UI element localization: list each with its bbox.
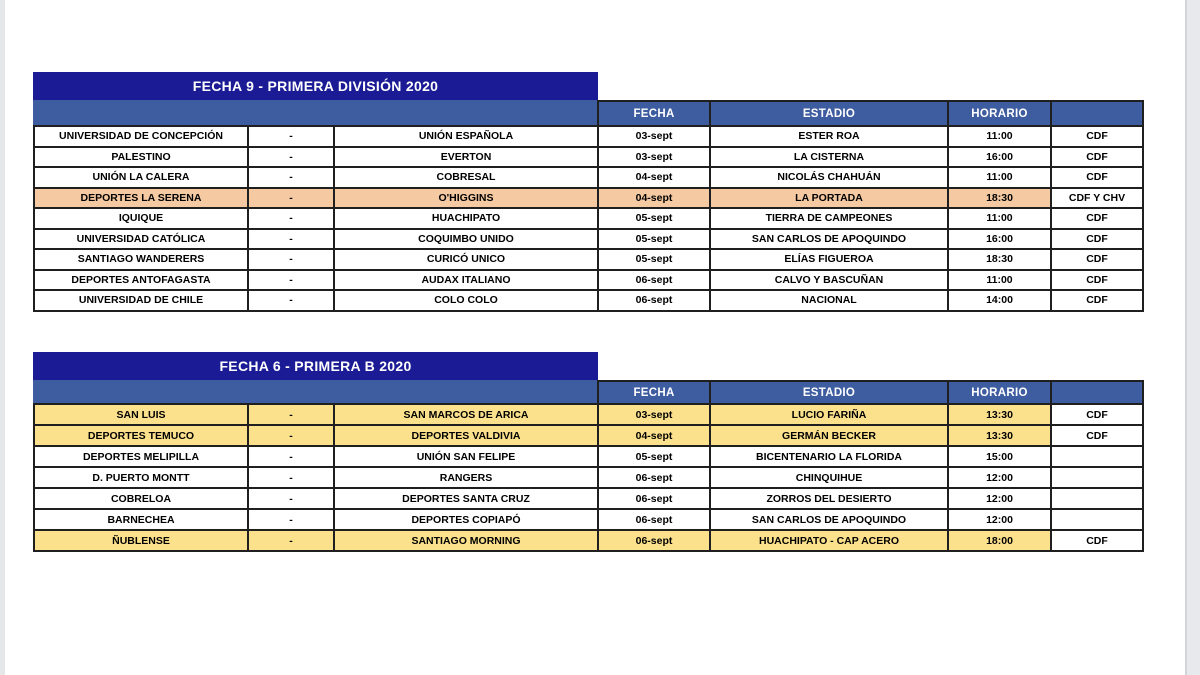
separator-cell: - — [248, 425, 334, 446]
header-band-spacer — [34, 101, 598, 126]
channel-label — [1051, 446, 1143, 467]
channel-label: CDF — [1051, 249, 1143, 270]
away-team-cell: AUDAX ITALIANO — [334, 270, 598, 291]
date-cell: 05-sept — [598, 446, 710, 467]
away-team-cell: COBRESAL — [334, 167, 598, 188]
fixture-row — [34, 467, 1143, 488]
separator-cell: - — [248, 404, 334, 425]
date-cell: 06-sept — [598, 270, 710, 291]
fixture-row — [34, 167, 1143, 188]
time-cell: 13:30 — [948, 404, 1051, 425]
time-cell: 13:30 — [948, 425, 1051, 446]
away-team-cell: RANGERS — [334, 467, 598, 488]
right-edge-strip — [1185, 0, 1200, 675]
fixture-row — [34, 509, 1143, 530]
separator-cell: - — [248, 488, 334, 509]
home-team-cell: PALESTINO — [34, 147, 248, 168]
separator-cell: - — [248, 147, 334, 168]
channel-header-spacer — [1051, 381, 1143, 404]
away-team-cell: CURICÓ UNICO — [334, 249, 598, 270]
fixture-row-highlighted — [34, 188, 1143, 209]
date-cell: 03-sept — [598, 147, 710, 168]
separator-cell: - — [248, 530, 334, 551]
home-team-cell: UNIVERSIDAD CATÓLICA — [34, 229, 248, 250]
separator-cell: - — [248, 270, 334, 291]
stadium-cell: GERMÁN BECKER — [710, 425, 948, 446]
home-team-cell: SAN LUIS — [34, 404, 248, 425]
time-cell: 16:00 — [948, 229, 1051, 250]
separator-cell: - — [248, 167, 334, 188]
time-cell: 11:00 — [948, 126, 1051, 147]
date-cell: 06-sept — [598, 509, 710, 530]
fixture-row — [34, 270, 1143, 291]
away-team-cell: SANTIAGO MORNING — [334, 530, 598, 551]
home-team-cell: UNIVERSIDAD DE CHILE — [34, 290, 248, 311]
fixture-row — [34, 126, 1143, 147]
fixture-row — [34, 249, 1143, 270]
date-cell: 04-sept — [598, 425, 710, 446]
channel-label: CDF — [1051, 530, 1143, 551]
home-team-cell: UNIVERSIDAD DE CONCEPCIÓN — [34, 126, 248, 147]
home-team-cell: DEPORTES MELIPILLA — [34, 446, 248, 467]
fixture-row — [34, 488, 1143, 509]
time-cell: 11:00 — [948, 208, 1051, 229]
channel-label: CDF — [1051, 167, 1143, 188]
home-team-cell: D. PUERTO MONTT — [34, 467, 248, 488]
fixture-row-highlighted — [34, 530, 1143, 551]
stadium-cell: NICOLÁS CHAHUÁN — [710, 167, 948, 188]
date-cell: 05-sept — [598, 229, 710, 250]
home-team-cell: DEPORTES ANTOFAGASTA — [34, 270, 248, 291]
date-cell: 05-sept — [598, 249, 710, 270]
away-team-cell: COLO COLO — [334, 290, 598, 311]
channel-label: CDF — [1051, 270, 1143, 291]
column-header-row — [34, 101, 1143, 126]
date-cell: 03-sept — [598, 126, 710, 147]
home-team-cell: ÑUBLENSE — [34, 530, 248, 551]
separator-cell: - — [248, 126, 334, 147]
date-cell: 06-sept — [598, 290, 710, 311]
time-cell: 12:00 — [948, 488, 1051, 509]
stadium-cell: LUCIO FARIÑA — [710, 404, 948, 425]
fecha-column-header: FECHA — [598, 101, 710, 126]
away-team-cell: O'HIGGINS — [334, 188, 598, 209]
stadium-cell: LA CISTERNA — [710, 147, 948, 168]
home-team-cell: COBRELOA — [34, 488, 248, 509]
time-cell: 12:00 — [948, 467, 1051, 488]
header-band-spacer — [34, 381, 598, 404]
fixture-row-highlighted — [34, 425, 1143, 446]
away-team-cell: COQUIMBO UNIDO — [334, 229, 598, 250]
channel-label: CDF — [1051, 126, 1143, 147]
horario-column-header: HORARIO — [948, 101, 1051, 126]
stadium-cell: ELÍAS FIGUEROA — [710, 249, 948, 270]
time-cell: 16:00 — [948, 147, 1051, 168]
column-header-row — [34, 381, 1143, 404]
separator-cell: - — [248, 446, 334, 467]
primera-division-section — [33, 72, 1144, 312]
fixture-row-highlighted — [34, 404, 1143, 425]
stadium-cell: CALVO Y BASCUÑAN — [710, 270, 948, 291]
home-team-cell: UNIÓN LA CALERA — [34, 167, 248, 188]
home-team-cell: DEPORTES LA SERENA — [34, 188, 248, 209]
away-team-cell: HUACHIPATO — [334, 208, 598, 229]
separator-cell: - — [248, 249, 334, 270]
date-cell: 06-sept — [598, 488, 710, 509]
separator-cell: - — [248, 208, 334, 229]
date-cell: 06-sept — [598, 467, 710, 488]
away-team-cell: EVERTON — [334, 147, 598, 168]
date-cell: 04-sept — [598, 167, 710, 188]
stadium-cell: TIERRA DE CAMPEONES — [710, 208, 948, 229]
channel-label: CDF — [1051, 290, 1143, 311]
stadium-cell: SAN CARLOS DE APOQUINDO — [710, 509, 948, 530]
date-cell: 06-sept — [598, 530, 710, 551]
time-cell: 18:00 — [948, 530, 1051, 551]
time-cell: 11:00 — [948, 270, 1051, 291]
channel-label: CDF Y CHV — [1051, 188, 1143, 209]
away-team-cell: DEPORTES COPIAPÓ — [334, 509, 598, 530]
home-team-cell: IQUIQUE — [34, 208, 248, 229]
fixture-row — [34, 229, 1143, 250]
away-team-cell: SAN MARCOS DE ARICA — [334, 404, 598, 425]
home-team-cell: SANTIAGO WANDERERS — [34, 249, 248, 270]
primera-division-title: FECHA 9 - PRIMERA DIVISIÓN 2020 — [33, 72, 598, 100]
home-team-cell: BARNECHEA — [34, 509, 248, 530]
estadio-column-header: ESTADIO — [710, 101, 948, 126]
separator-cell: - — [248, 229, 334, 250]
time-cell: 18:30 — [948, 249, 1051, 270]
away-team-cell: DEPORTES SANTA CRUZ — [334, 488, 598, 509]
stadium-cell: HUACHIPATO - CAP ACERO — [710, 530, 948, 551]
channel-label — [1051, 509, 1143, 530]
time-cell: 18:30 — [948, 188, 1051, 209]
fixture-row — [34, 290, 1143, 311]
home-team-cell: DEPORTES TEMUCO — [34, 425, 248, 446]
horario-column-header: HORARIO — [948, 381, 1051, 404]
time-cell: 14:00 — [948, 290, 1051, 311]
stadium-cell: NACIONAL — [710, 290, 948, 311]
stadium-cell: LA PORTADA — [710, 188, 948, 209]
fixture-row — [34, 147, 1143, 168]
date-cell: 05-sept — [598, 208, 710, 229]
channel-label: CDF — [1051, 147, 1143, 168]
channel-label: CDF — [1051, 229, 1143, 250]
date-cell: 03-sept — [598, 404, 710, 425]
separator-cell: - — [248, 509, 334, 530]
channel-header-spacer — [1051, 101, 1143, 126]
away-team-cell: UNIÓN ESPAÑOLA — [334, 126, 598, 147]
primera-division-table — [33, 100, 1144, 312]
time-cell: 15:00 — [948, 446, 1051, 467]
separator-cell: - — [248, 290, 334, 311]
channel-label — [1051, 488, 1143, 509]
separator-cell: - — [248, 467, 334, 488]
channel-label: CDF — [1051, 208, 1143, 229]
stadium-cell: ZORROS DEL DESIERTO — [710, 488, 948, 509]
primera-b-title: FECHA 6 - PRIMERA B 2020 — [33, 352, 598, 380]
fixture-row — [34, 446, 1143, 467]
separator-cell: - — [248, 188, 334, 209]
primera-b-table — [33, 380, 1144, 552]
channel-label: CDF — [1051, 404, 1143, 425]
fixture-row — [34, 208, 1143, 229]
time-cell: 12:00 — [948, 509, 1051, 530]
estadio-column-header: ESTADIO — [710, 381, 948, 404]
stadium-cell: SAN CARLOS DE APOQUINDO — [710, 229, 948, 250]
stadium-cell: BICENTENARIO LA FLORIDA — [710, 446, 948, 467]
stadium-cell: CHINQUIHUE — [710, 467, 948, 488]
stadium-cell: ESTER ROA — [710, 126, 948, 147]
time-cell: 11:00 — [948, 167, 1051, 188]
primera-b-section — [33, 352, 1144, 552]
away-team-cell: DEPORTES VALDIVIA — [334, 425, 598, 446]
left-edge-strip — [0, 0, 5, 675]
away-team-cell: UNIÓN SAN FELIPE — [334, 446, 598, 467]
channel-label — [1051, 467, 1143, 488]
channel-label: CDF — [1051, 425, 1143, 446]
date-cell: 04-sept — [598, 188, 710, 209]
fecha-column-header: FECHA — [598, 381, 710, 404]
